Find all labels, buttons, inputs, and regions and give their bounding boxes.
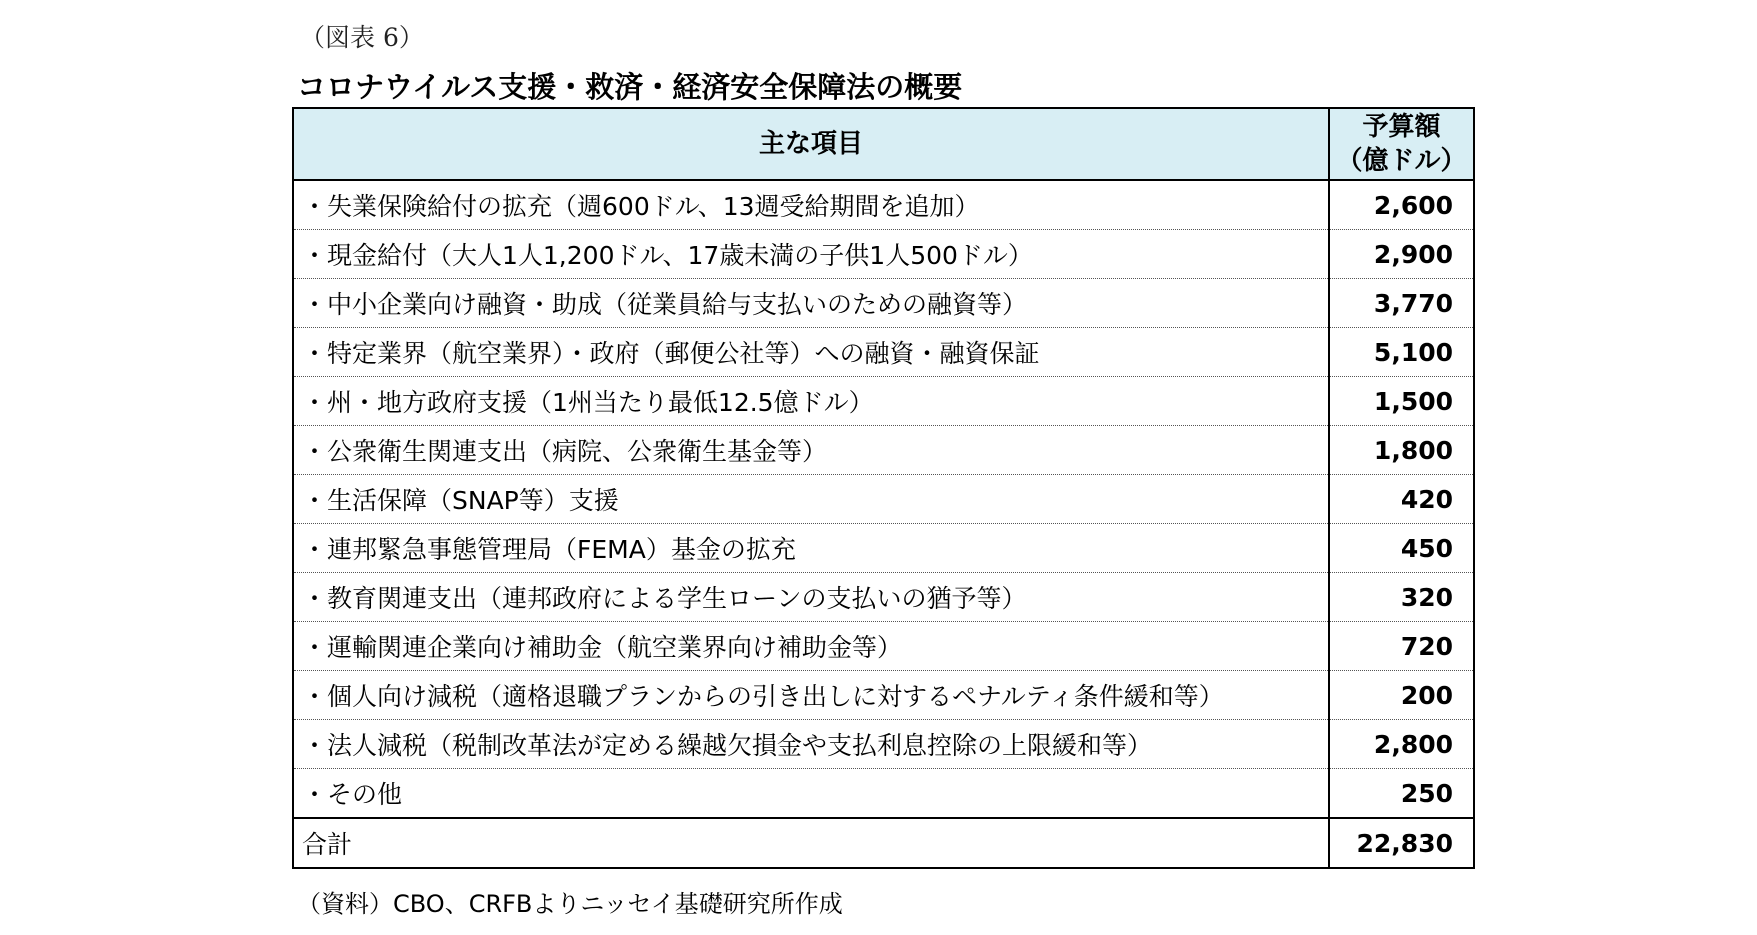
row-amount: 320 xyxy=(1329,573,1474,622)
table-row xyxy=(293,573,1474,622)
row-amount: 2,800 xyxy=(1329,720,1474,769)
row-amount: 3,770 xyxy=(1329,279,1474,328)
table-row xyxy=(293,769,1474,819)
row-amount: 2,600 xyxy=(1329,180,1474,230)
row-amount: 420 xyxy=(1329,475,1474,524)
row-item: ・連邦緊急事態管理局（FEMA）基金の拡充 xyxy=(293,524,1329,573)
header-amount xyxy=(1329,108,1474,180)
header-amount-line1: 予算額 xyxy=(1362,112,1441,142)
row-amount: 5,100 xyxy=(1329,328,1474,377)
table-row xyxy=(293,622,1474,671)
total-row xyxy=(293,818,1474,868)
row-amount: 200 xyxy=(1329,671,1474,720)
figure-label: （図表 6） xyxy=(300,23,424,52)
table-row xyxy=(293,328,1474,377)
row-amount: 1,500 xyxy=(1329,377,1474,426)
source-note: （資料）CBO、CRFBよりニッセイ基礎研究所作成 xyxy=(297,890,843,918)
table-row xyxy=(293,475,1474,524)
row-amount: 450 xyxy=(1329,524,1474,573)
row-amount: 250 xyxy=(1329,769,1474,819)
total-label: 合計 xyxy=(293,818,1329,868)
row-item: ・中小企業向け融資・助成（従業員給与支払いのための融資等） xyxy=(293,279,1329,328)
table-row xyxy=(293,426,1474,475)
header-item: 主な項目 xyxy=(293,108,1329,180)
table-row xyxy=(293,377,1474,426)
row-amount: 1,800 xyxy=(1329,426,1474,475)
row-amount: 2,900 xyxy=(1329,230,1474,279)
table-header-row xyxy=(293,108,1474,180)
total-amount: 22,830 xyxy=(1329,818,1474,868)
row-item: ・現金給付（大人1人1,200ドル、17歳未満の子供1人500ドル） xyxy=(293,230,1329,279)
table-row xyxy=(293,230,1474,279)
row-item: ・教育関連支出（連邦政府による学生ローンの支払いの猶予等） xyxy=(293,573,1329,622)
row-item: ・法人減税（税制改革法が定める繰越欠損金や支払利息控除の上限緩和等） xyxy=(293,720,1329,769)
table-row xyxy=(293,524,1474,573)
row-item: ・個人向け減税（適格退職プランからの引き出しに対するペナルティ条件緩和等） xyxy=(293,671,1329,720)
row-item: ・失業保険給付の拡充（週600ドル、13週受給期間を追加） xyxy=(293,180,1329,230)
row-item: ・その他 xyxy=(293,769,1329,819)
table-title: コロナウイルス支援・救済・経済安全保障法の概要 xyxy=(297,70,963,104)
row-amount: 720 xyxy=(1329,622,1474,671)
table-row xyxy=(293,279,1474,328)
budget-table xyxy=(292,107,1475,869)
header-amount-line2: （億ドル） xyxy=(1336,146,1467,176)
row-item: ・公衆衛生関連支出（病院、公衆衛生基金等） xyxy=(293,426,1329,475)
table-row xyxy=(293,671,1474,720)
table-row xyxy=(293,180,1474,230)
row-item: ・特定業界（航空業界）・政府（郵便公社等）への融資・融資保証 xyxy=(293,328,1329,377)
table-row xyxy=(293,720,1474,769)
row-item: ・州・地方政府支援（1州当たり最低12.5億ドル） xyxy=(293,377,1329,426)
row-item: ・生活保障（SNAP等）支援 xyxy=(293,475,1329,524)
row-item: ・運輸関連企業向け補助金（航空業界向け補助金等） xyxy=(293,622,1329,671)
